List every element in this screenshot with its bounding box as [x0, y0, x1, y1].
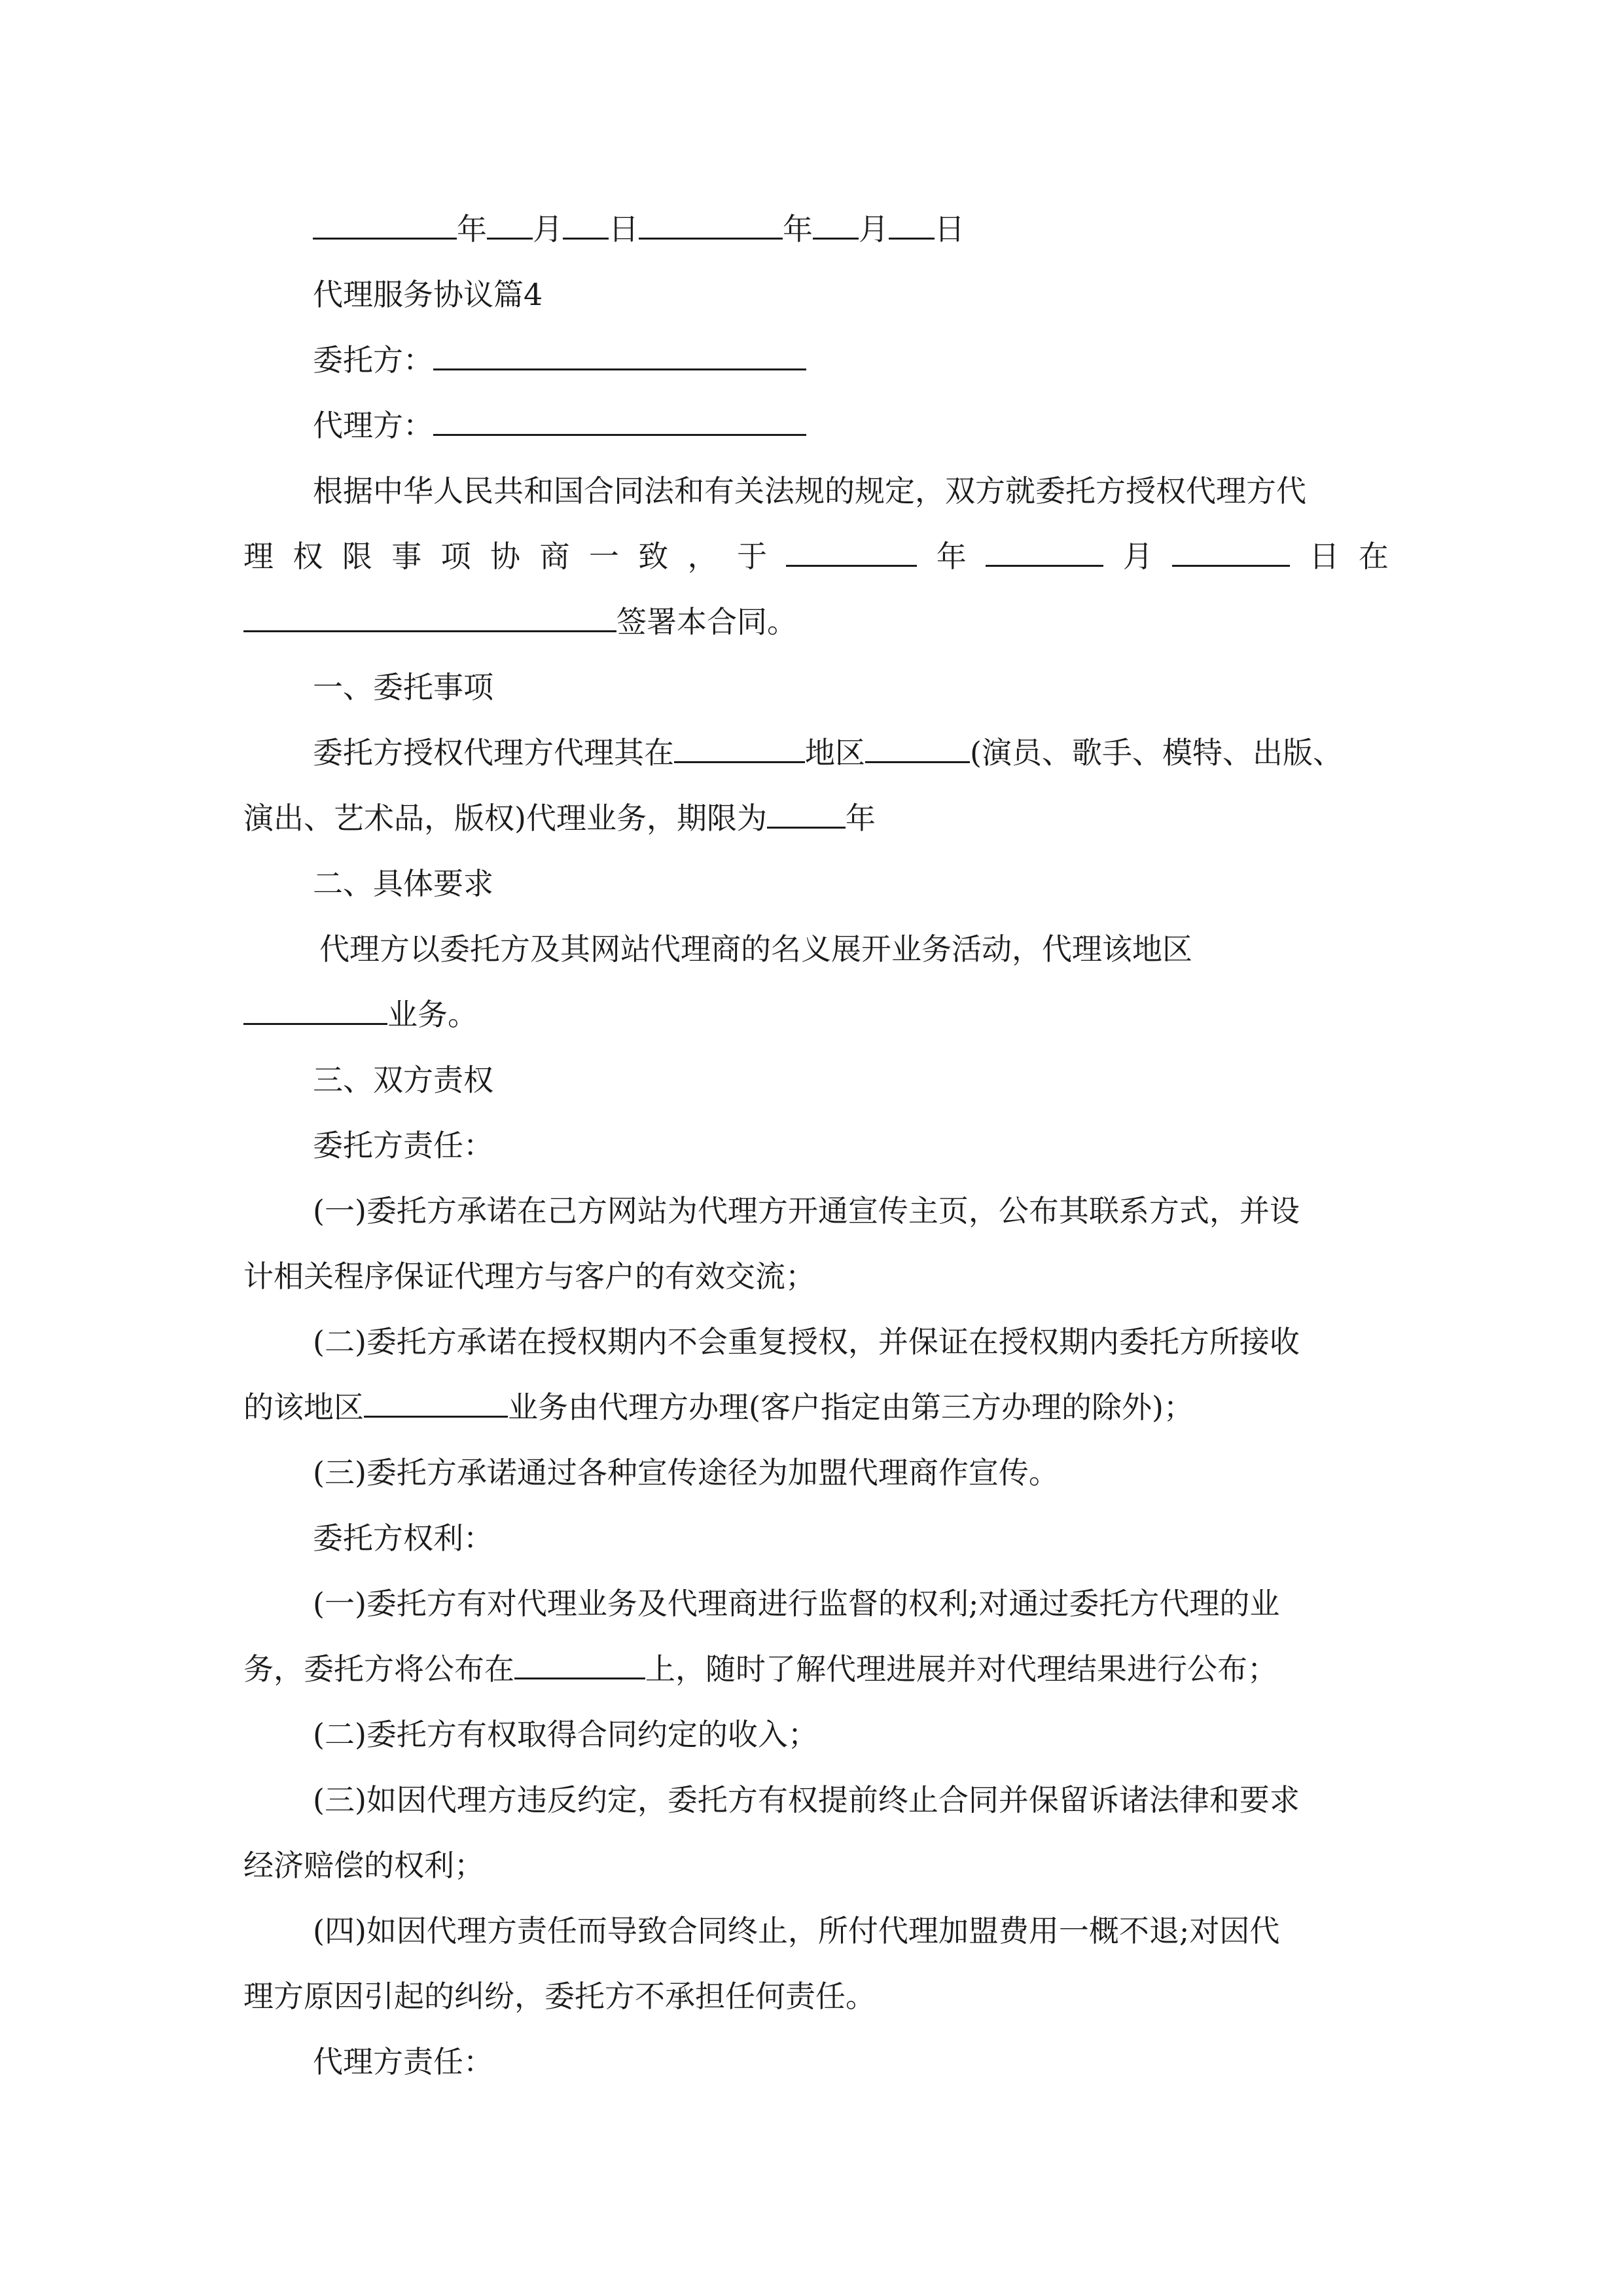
- blank-field: [433, 408, 806, 436]
- date-month-label: 月: [859, 211, 889, 247]
- blank-field: [313, 211, 457, 240]
- text-fragment: (演员、歌手、模特、出版、: [970, 735, 1343, 770]
- intro-sign-text: 签署本合同。: [616, 604, 797, 639]
- blank-field: [487, 211, 533, 240]
- blank-field: [1172, 539, 1290, 567]
- text-fragment: 演出、艺术品，版权)代理业务，期限为: [243, 800, 767, 836]
- blank-field: [433, 342, 806, 370]
- document-title: 代理服务协议篇4: [313, 277, 543, 312]
- intro-line-1: 根据中华人民共和国合同法和有关法规的规定，双方就委托方授权代理方代: [313, 473, 1306, 509]
- section-3-heading: 三、双方责权: [313, 1062, 493, 1098]
- intro-char: 限: [342, 539, 372, 574]
- blank-field: [865, 735, 970, 763]
- text-fragment: 上，随时了解代理进展并对代理结果进行公布；: [645, 1651, 1277, 1687]
- duty-2-line-2: [243, 1374, 1389, 1440]
- date-day-label: 日: [609, 211, 639, 247]
- intro-char: 事: [391, 539, 422, 574]
- text-fragment: 的该地区: [243, 1390, 364, 1425]
- blank-field: [514, 1651, 645, 1679]
- intro-at-label: 在: [1358, 539, 1389, 574]
- date-year-label: 年: [457, 211, 487, 247]
- blank-field: [889, 211, 935, 240]
- right-3-line-1: (三)如因代理方违反约定，委托方有权提前终止合同并保留诉诸法律和要求: [313, 1782, 1300, 1818]
- blank-field: [767, 800, 846, 829]
- blank-field: [243, 997, 387, 1025]
- principal-rights-heading: 委托方权利：: [313, 1520, 493, 1556]
- text-fragment: 业务。: [387, 997, 478, 1032]
- text-fragment: 年: [845, 800, 876, 836]
- intro-month-label: 月: [1122, 539, 1153, 574]
- section-1-line-2: [243, 785, 1389, 851]
- date-year-label: 年: [783, 211, 813, 247]
- right-3-line-2: 经济赔偿的权利；: [243, 1848, 484, 1883]
- date-month-label: 月: [533, 211, 563, 247]
- blank-field: [986, 539, 1103, 567]
- duty-3: (三)委托方承诺通过各种宣传途径为加盟代理商作宣传。: [313, 1455, 1059, 1490]
- principal-label: 委托方：: [313, 342, 433, 378]
- principal-duty-heading: 委托方责任：: [313, 1128, 493, 1163]
- intro-year-label: 年: [936, 539, 967, 574]
- agent-duty-heading: 代理方责任：: [313, 2044, 493, 2079]
- text-fragment: 委托方授权代理方代理其在: [313, 735, 674, 770]
- right-2: (二)委托方有权取得合同约定的收入；: [313, 1717, 818, 1752]
- blank-field: [563, 211, 609, 240]
- intro-line-3: [243, 589, 1389, 655]
- section-2-heading: 二、具体要求: [313, 866, 493, 901]
- duty-1-line-1: (一)委托方承诺在己方网站为代理方开通宣传主页，公布其联系方式，并设: [313, 1193, 1300, 1229]
- section-1-line-1: [243, 720, 1389, 785]
- blank-field: [786, 539, 917, 567]
- blank-field: [364, 1390, 508, 1418]
- intro-char: 于: [737, 539, 768, 574]
- right-4-line-2: 理方原因引起的纠纷，委托方不承担任何责任。: [243, 1979, 876, 2014]
- right-1-line-1: (一)委托方有对代理业务及代理商进行监督的权利;对通过委托方代理的业: [313, 1586, 1280, 1621]
- agent-label: 代理方：: [313, 408, 433, 443]
- right-1-line-2: [243, 1636, 1389, 1702]
- intro-char: 权: [293, 539, 323, 574]
- intro-char: 理: [243, 539, 274, 574]
- agent-party-line: [243, 393, 1389, 458]
- signature-date-line: [243, 196, 1389, 262]
- text-fragment: 地区: [805, 735, 865, 770]
- section-1-heading: 一、委托事项: [313, 670, 493, 705]
- intro-char: 一: [588, 539, 619, 574]
- duty-1-line-2: 计相关程序保证代理方与客户的有效交流；: [243, 1259, 815, 1294]
- section-2-line-1: 代理方以委托方及其网站代理商的名义展开业务活动，代理该地区: [319, 931, 1192, 967]
- blank-field: [813, 211, 859, 240]
- date-day-label: 日: [935, 211, 965, 247]
- text-fragment: 业务由代理方办理(客户指定由第三方办理的除外)；: [508, 1390, 1194, 1425]
- right-4-line-1: (四)如因代理方责任而导致合同终止，所付代理加盟费用一概不退;对因代: [313, 1913, 1280, 1948]
- blank-field: [243, 604, 616, 632]
- intro-char: 致: [638, 539, 669, 574]
- document-page: [243, 196, 1389, 2094]
- intro-char: 协: [490, 539, 521, 574]
- principal-party-line: [243, 327, 1389, 393]
- intro-day-label: 日: [1309, 539, 1340, 574]
- intro-char: 商: [539, 539, 570, 574]
- blank-field: [639, 211, 783, 240]
- section-2-line-2: [243, 982, 1389, 1047]
- blank-field: [674, 735, 805, 763]
- intro-line-2: [243, 524, 1389, 589]
- text-fragment: 务，委托方将公布在: [243, 1651, 514, 1687]
- intro-char: 项: [440, 539, 471, 574]
- intro-char: ，: [687, 539, 718, 574]
- duty-2-line-1: (二)委托方承诺在授权期内不会重复授权，并保证在授权期内委托方所接收: [313, 1324, 1300, 1359]
